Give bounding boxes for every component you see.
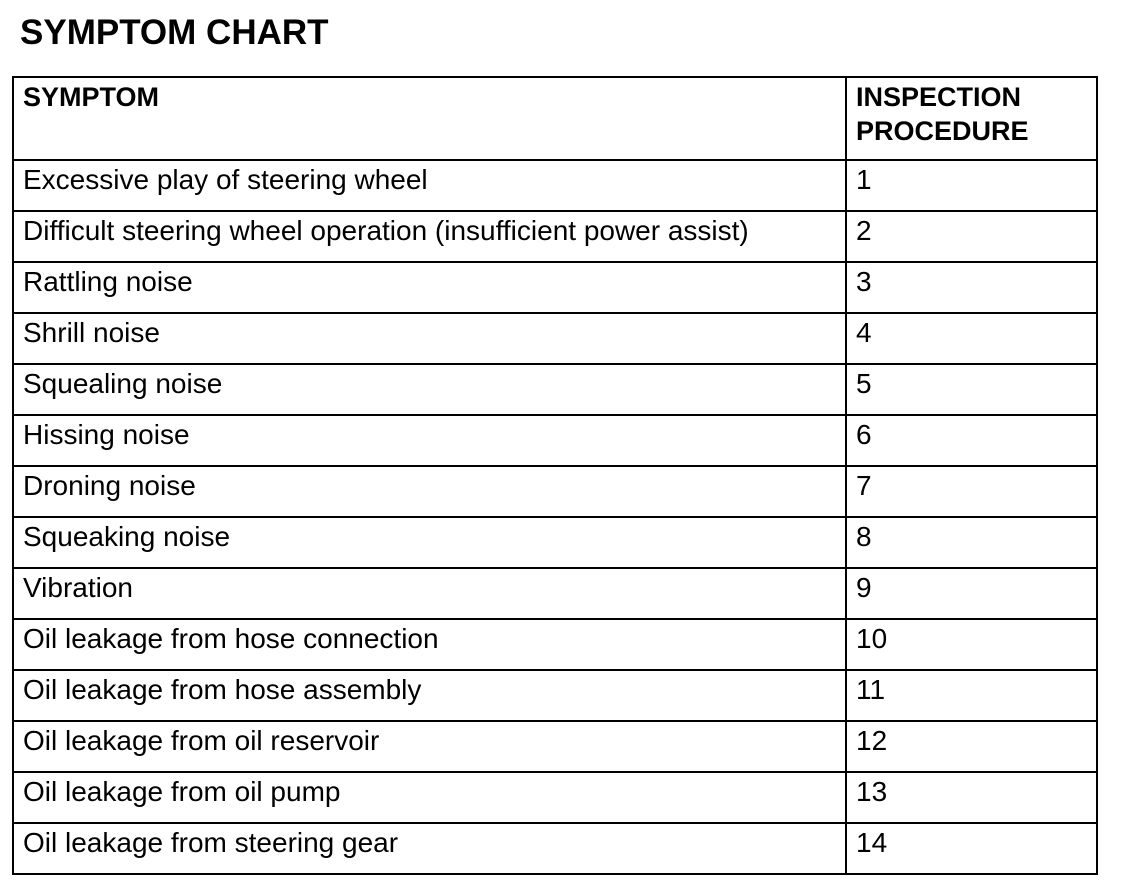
procedure-cell: 9 — [846, 568, 1097, 619]
table-row — [13, 517, 1097, 568]
procedure-cell: 11 — [846, 670, 1097, 721]
header-inspection-procedure — [846, 77, 1097, 160]
procedure-cell: 8 — [846, 517, 1097, 568]
procedure-cell: 3 — [846, 262, 1097, 313]
procedure-cell: 10 — [846, 619, 1097, 670]
header-symptom: SYMPTOM — [13, 77, 846, 160]
symptom-cell: Hissing noise — [13, 415, 846, 466]
symptom-cell: Oil leakage from oil reservoir — [13, 721, 846, 772]
table-row — [13, 721, 1097, 772]
table-row — [13, 160, 1097, 211]
symptom-cell: Oil leakage from steering gear — [13, 823, 846, 874]
procedure-cell: 7 — [846, 466, 1097, 517]
symptom-cell: Vibration — [13, 568, 846, 619]
table-row — [13, 670, 1097, 721]
procedure-cell: 4 — [846, 313, 1097, 364]
symptom-cell: Excessive play of steering wheel — [13, 160, 846, 211]
symptom-cell: Oil leakage from hose assembly — [13, 670, 846, 721]
procedure-cell: 1 — [846, 160, 1097, 211]
symptom-cell: Oil leakage from hose connection — [13, 619, 846, 670]
table-row — [13, 772, 1097, 823]
table-row — [13, 823, 1097, 874]
header-procedure-line2: PROCEDURE — [856, 116, 1029, 146]
symptom-cell: Squealing noise — [13, 364, 846, 415]
symptom-cell: Droning noise — [13, 466, 846, 517]
table-row — [13, 466, 1097, 517]
symptom-cell: Shrill noise — [13, 313, 846, 364]
page-title: SYMPTOM CHART — [20, 13, 329, 52]
procedure-cell: 13 — [846, 772, 1097, 823]
table-row — [13, 415, 1097, 466]
symptom-cell: Squeaking noise — [13, 517, 846, 568]
procedure-cell: 5 — [846, 364, 1097, 415]
procedure-cell: 14 — [846, 823, 1097, 874]
procedure-cell: 6 — [846, 415, 1097, 466]
procedure-cell: 12 — [846, 721, 1097, 772]
table-header-row — [13, 77, 1097, 160]
table-row — [13, 313, 1097, 364]
symptom-cell: Difficult steering wheel operation (insufficient power assist) — [13, 211, 846, 262]
symptom-cell: Oil leakage from oil pump — [13, 772, 846, 823]
table-row — [13, 568, 1097, 619]
table-row — [13, 211, 1097, 262]
table-row — [13, 364, 1097, 415]
procedure-cell: 2 — [846, 211, 1097, 262]
table-row — [13, 619, 1097, 670]
symptom-table — [12, 76, 1098, 875]
symptom-cell: Rattling noise — [13, 262, 846, 313]
table-row — [13, 262, 1097, 313]
header-procedure-line1: INSPECTION — [856, 82, 1022, 112]
